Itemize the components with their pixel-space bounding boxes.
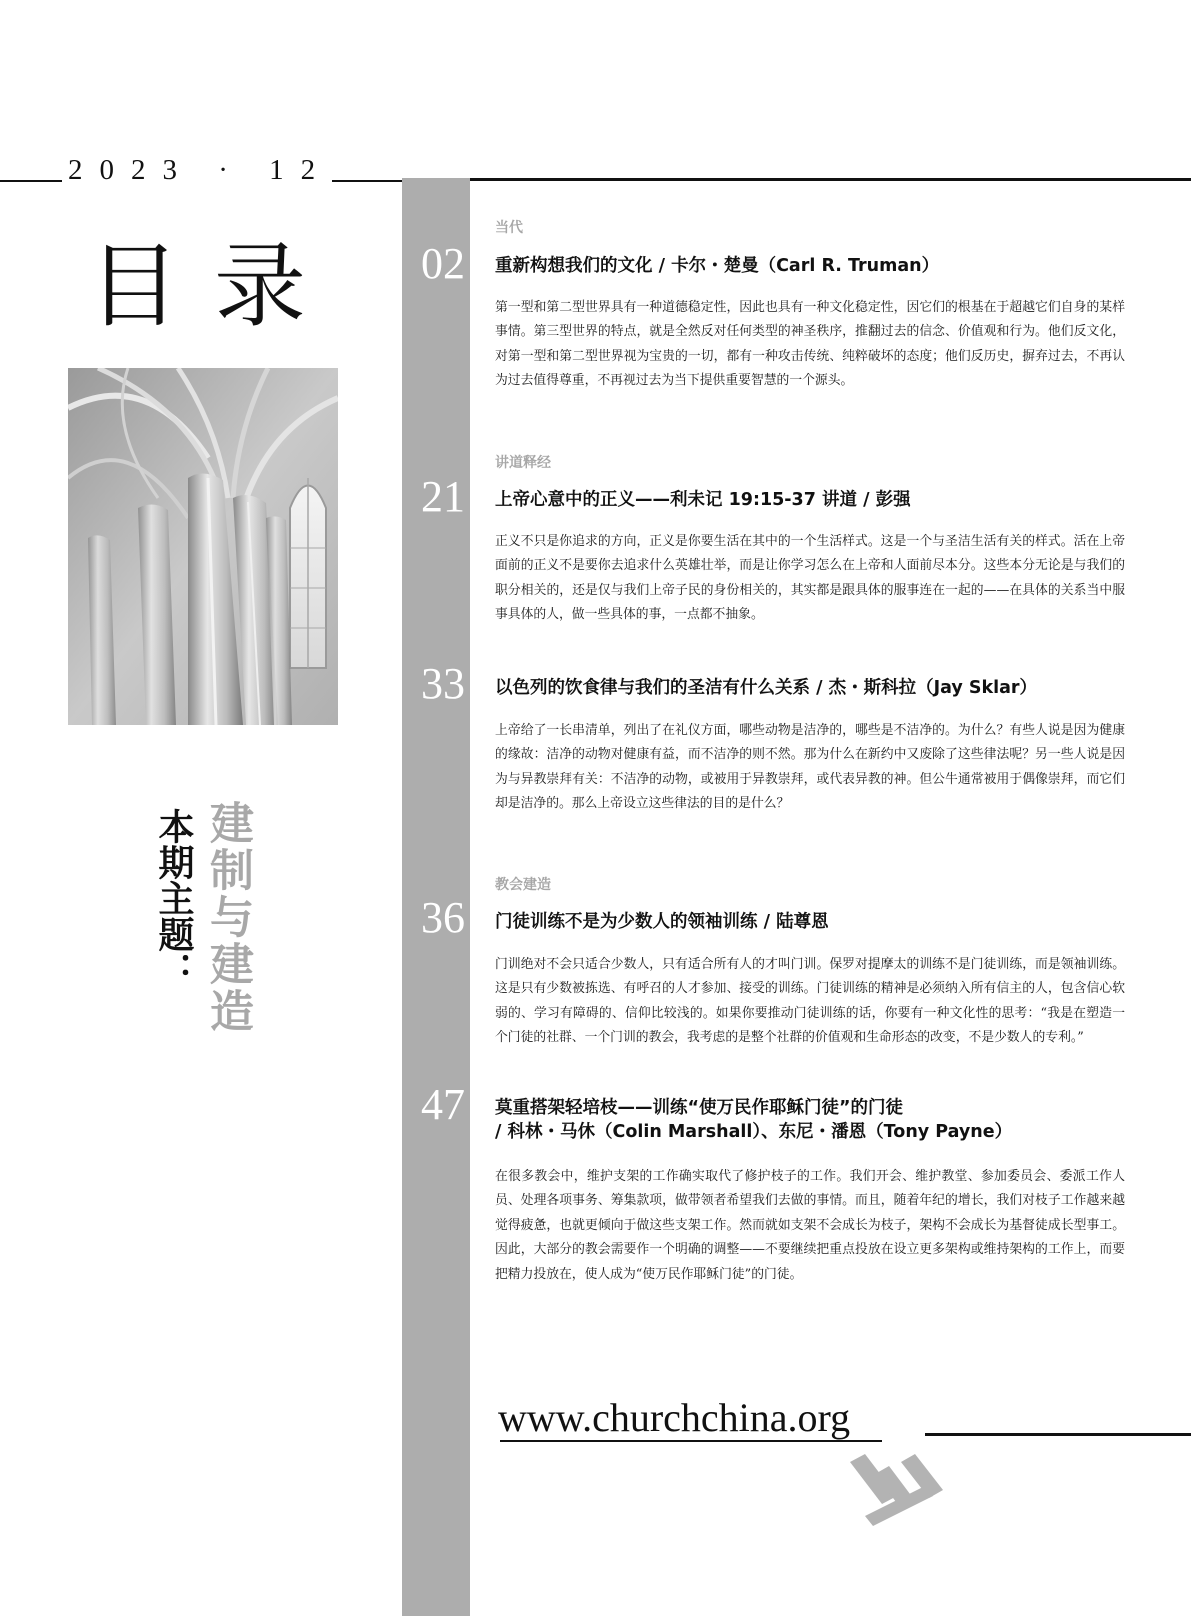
article-title-line1: 莫重搭架轻培枝——训练“使万民作耶稣门徒”的门徒 (495, 1098, 904, 1118)
cover-image (68, 368, 338, 725)
issue-date: 2023 · 12 (68, 154, 333, 186)
article-summary: 正义不只是你追求的方向，正义是你要生活在其中的一个生活样式。这是一个与圣洁生活有关的样式。活在上帝面前的正义不是要你去追求什么英雄壮举，而是让你学习怎么在上帝和人面前尽本分。这些本分无论是与我们的职分相关的，还是仅与我们上帝子民的身份相关的，其实都是跟具体的服事连在一起的——在具体的关系当中服事具体的人，做一些具体的事，一点都不抽象。 (495, 534, 1125, 623)
header-rule-mid (332, 180, 402, 182)
page-number: 21 (421, 472, 465, 521)
header-rule-left (0, 180, 62, 182)
article-summary: 门训绝对不会只适合少数人，只有适合所有人的才叫门训。保罗对提摩太的训练不是门徒训练，而是领袖训练。这是只有少数被拣选、有呼召的人才参加、接受的训练。门徒训练的精神是必须纳入所有信主的人，包含信心软弱的、学习有障碍的、信仰比较浅的。如果你要推动门徒训练的话，你要有一种文化性的思考：“我是在塑造一个门徒的社群、一个门训的教会，我考虑的是整个社群的价值观和生命形态的改变，不是少数人的专利。” (495, 957, 1125, 1046)
page-number: 02 (421, 239, 465, 288)
theme-label: 本期主题： (153, 808, 194, 988)
page-title: 目录 (88, 233, 341, 340)
cathedral-vault-photo-icon (68, 368, 338, 725)
article-summary: 在很多教会中，维护支架的工作确实取代了修护枝子的工作。我们开会、维护教堂、参加委员会、委派工作人员、处理各项事务、筹集款项，做带领者希望我们去做的事情。而且，随着年纪的增长，我们对枝子工作越来越觉得疲惫，也就更倾向于做这些支架工作。然而就如支架不会成长为枝子，架构不会成长为基督徒成长型事工。因此，大部分的教会需要作一个明确的调整——不要继续把重点投放在设立更多架构或维持架构的工作上，而要把精力投放在，使人成为“使万民作耶稣门徒”的门徒。 (495, 1169, 1125, 1282)
header-rule-right (470, 178, 1191, 181)
theme-value: 建制与建造 (202, 800, 253, 1035)
article-title[interactable]: 以色列的饮食律与我们的圣洁有什么关系 / 杰・斯科拉（Jay Sklar） (495, 678, 1038, 698)
section-label: 讲道释经 (495, 455, 551, 471)
section-label: 当代 (495, 220, 523, 236)
page-number: 33 (421, 659, 465, 708)
article-summary: 第一型和第二型世界具有一种道德稳定性，因此也具有一种文化稳定性，因它们的根基在于超越它们自身的某样事情。第三型世界的特点，就是全然反对任何类型的神圣秩序，推翻过去的信念、价值观和行为。他们反文化，对第一型和第二型世界视为宝贵的一切，都有一种攻击传统、纯粹破坏的态度；他们反历史，摒弃过去，不再认为过去值得尊重，不再视过去为当下提供重要智慧的一个源头。 (495, 300, 1125, 389)
article-title[interactable] (495, 1096, 1135, 1144)
article-title[interactable]: 重新构想我们的文化 / 卡尔・楚曼（Carl R. Truman） (495, 256, 940, 276)
url-underline (500, 1440, 882, 1442)
article-title[interactable]: 上帝心意中的正义——利未记 19:15-37 讲道 / 彭强 (495, 490, 911, 510)
website-url[interactable]: www.churchchina.org (498, 1395, 851, 1440)
section-label: 教会建造 (495, 877, 551, 893)
article-title-line2: / 科林・马休（Colin Marshall）、东尼・潘恩（Tony Payne） (495, 1122, 1013, 1142)
article-summary: 上帝给了一长串清单，列出了在礼仪方面，哪些动物是洁净的，哪些是不洁净的。为什么？有些人说是因为健康的缘故：洁净的动物对健康有益，而不洁净的则不然。那为什么在新约中又废除了这些律法呢？另一些人说是因为与异教崇拜有关：不洁净的动物，或被用于异教崇拜，或代表异教的神。但公牛通常被用于偶像崇拜，而它们却是洁净的。那么上帝设立这些律法的目的是什么？ (495, 723, 1125, 812)
article-title[interactable]: 门徒训练不是为少数人的领袖训练 / 陆尊恩 (495, 912, 829, 932)
publisher-logo-icon (845, 1452, 955, 1532)
footer-rule (925, 1433, 1191, 1436)
page-number: 36 (421, 893, 465, 942)
page-number: 47 (421, 1080, 465, 1129)
